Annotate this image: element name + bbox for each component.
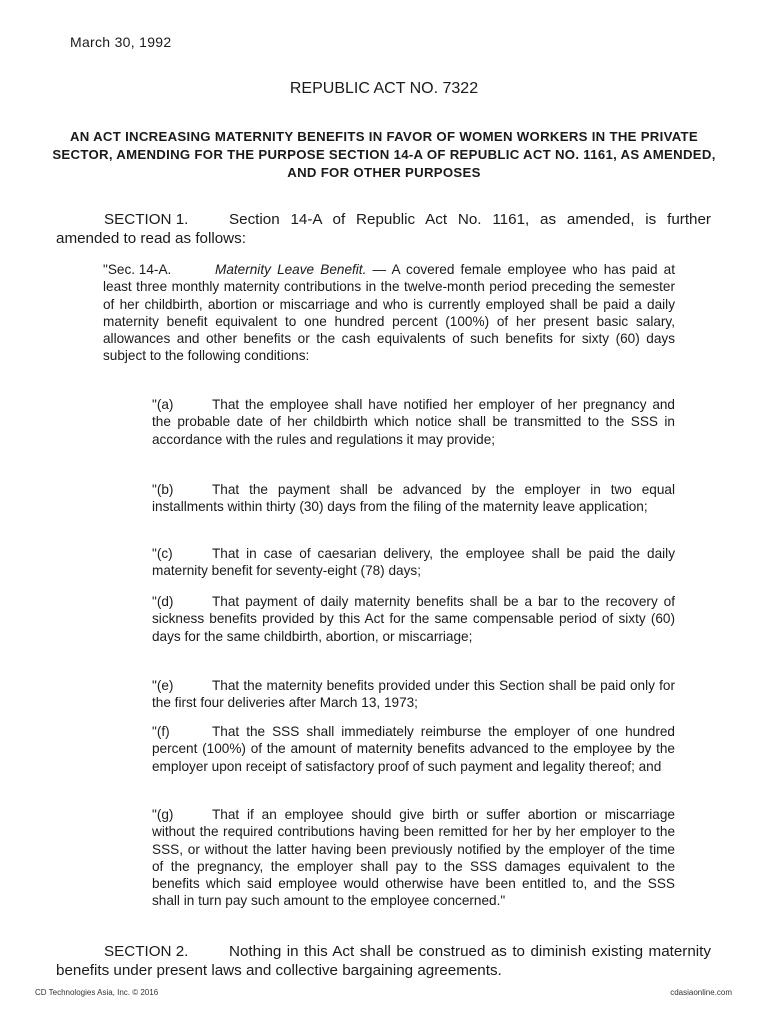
document-date: March 30, 1992: [70, 34, 172, 50]
condition-text: That the employee shall have notified her employer of her pregnancy and the probable date of her childbirth which notice shall be transmitted to the SSS in accordance with the rules and regulations it may provide;: [152, 397, 675, 447]
condition-letter: "(e): [152, 678, 174, 693]
condition-a: [152, 396, 675, 448]
act-title: AN ACT INCREASING MATERNITY BENEFITS IN FAVOR OF WOMEN WORKERS IN THE PRIVATE SECTOR, AMENDING FOR THE PURPOSE SECTION 14-A OF REPUBLIC ACT NO. 1161, AS AMENDED, AND FOR OTHER PURPOSES: [52, 129, 716, 180]
section-1-text: Section 14-A of Republic Act No. 1161, as amended, is further amended to read as follows:: [56, 211, 711, 247]
condition-letter: "(d): [152, 594, 174, 609]
condition-letter: "(f): [152, 724, 170, 739]
condition-c: [152, 545, 675, 580]
condition-letter: "(c): [152, 546, 173, 561]
condition-text: That payment of daily maternity benefits shall be a bar to the recovery of sickness benefits provided by this Act for the same compensable period of sixty (60) days for the same childbirth, abortion, or miscarriage;: [152, 594, 675, 644]
quoted-section-14a: [103, 261, 675, 365]
quoted-caption: Maternity Leave Benefit.: [215, 262, 367, 277]
footer-copyright: CD Technologies Asia, Inc. © 2016: [35, 988, 159, 997]
footer-website: cdasiaonline.com: [670, 988, 732, 997]
condition-text: That the payment shall be advanced by the employer in two equal installments within thirty (30) days from the filing of the maternity leave application;: [152, 482, 675, 515]
condition-text: That the SSS shall immediately reimburse the employer of one hundred percent (100%) of the amount of maternity benefits advanced to the employee by the employer upon receipt of satisfactory proof of such payment and legality thereof; and: [152, 724, 675, 774]
condition-g: [152, 806, 675, 910]
condition-d: [152, 593, 675, 645]
section-1: [56, 210, 711, 248]
condition-letter: "(a): [152, 397, 174, 412]
condition-letter: "(b): [152, 482, 174, 497]
section-1-label: SECTION 1.: [104, 211, 189, 228]
quoted-text: — A covered female employee who has paid at least three monthly maternity contributions in the twelve-month period preceding the semester of her childbirth, abortion or miscarriage and who is currently employed shall be paid a daily maternity benefit equivalent to one hundred percent (100%) of her present basic salary, allowances and other benefits or the cash equivalents of such benefits for sixty (60) days subject to the following conditions:: [103, 262, 675, 364]
condition-f: [152, 723, 675, 775]
condition-e: [152, 677, 675, 712]
condition-text: That the maternity benefits provided under this Section shall be paid only for the first four deliveries after March 13, 1973;: [152, 678, 675, 711]
act-number-heading: REPUBLIC ACT NO. 7322: [289, 80, 479, 97]
condition-text: That in case of caesarian delivery, the employee shall be paid the daily maternity benefit for seventy-eight (78) days;: [152, 546, 675, 579]
condition-b: [152, 481, 675, 516]
quoted-lead: "Sec. 14-A.: [103, 262, 172, 277]
section-2-label: SECTION 2.: [104, 943, 189, 960]
condition-letter: "(g): [152, 807, 174, 822]
condition-text: That if an employee should give birth or suffer abortion or miscarriage without the required contributions having been remitted for her by her employer to the SSS, or without the latter having been previously notified by the employer of the time of the pregnancy, the employer shall pay to the SSS damages equivalent to the benefits which said employee would otherwise have been entitled to, and the SSS shall in turn pay such amount to the employee concerned.": [152, 807, 675, 909]
section-2-text: Nothing in this Act shall be construed as to diminish existing maternity benefits under present laws and collective bargaining agreements.: [56, 943, 711, 979]
section-2: [56, 942, 711, 980]
